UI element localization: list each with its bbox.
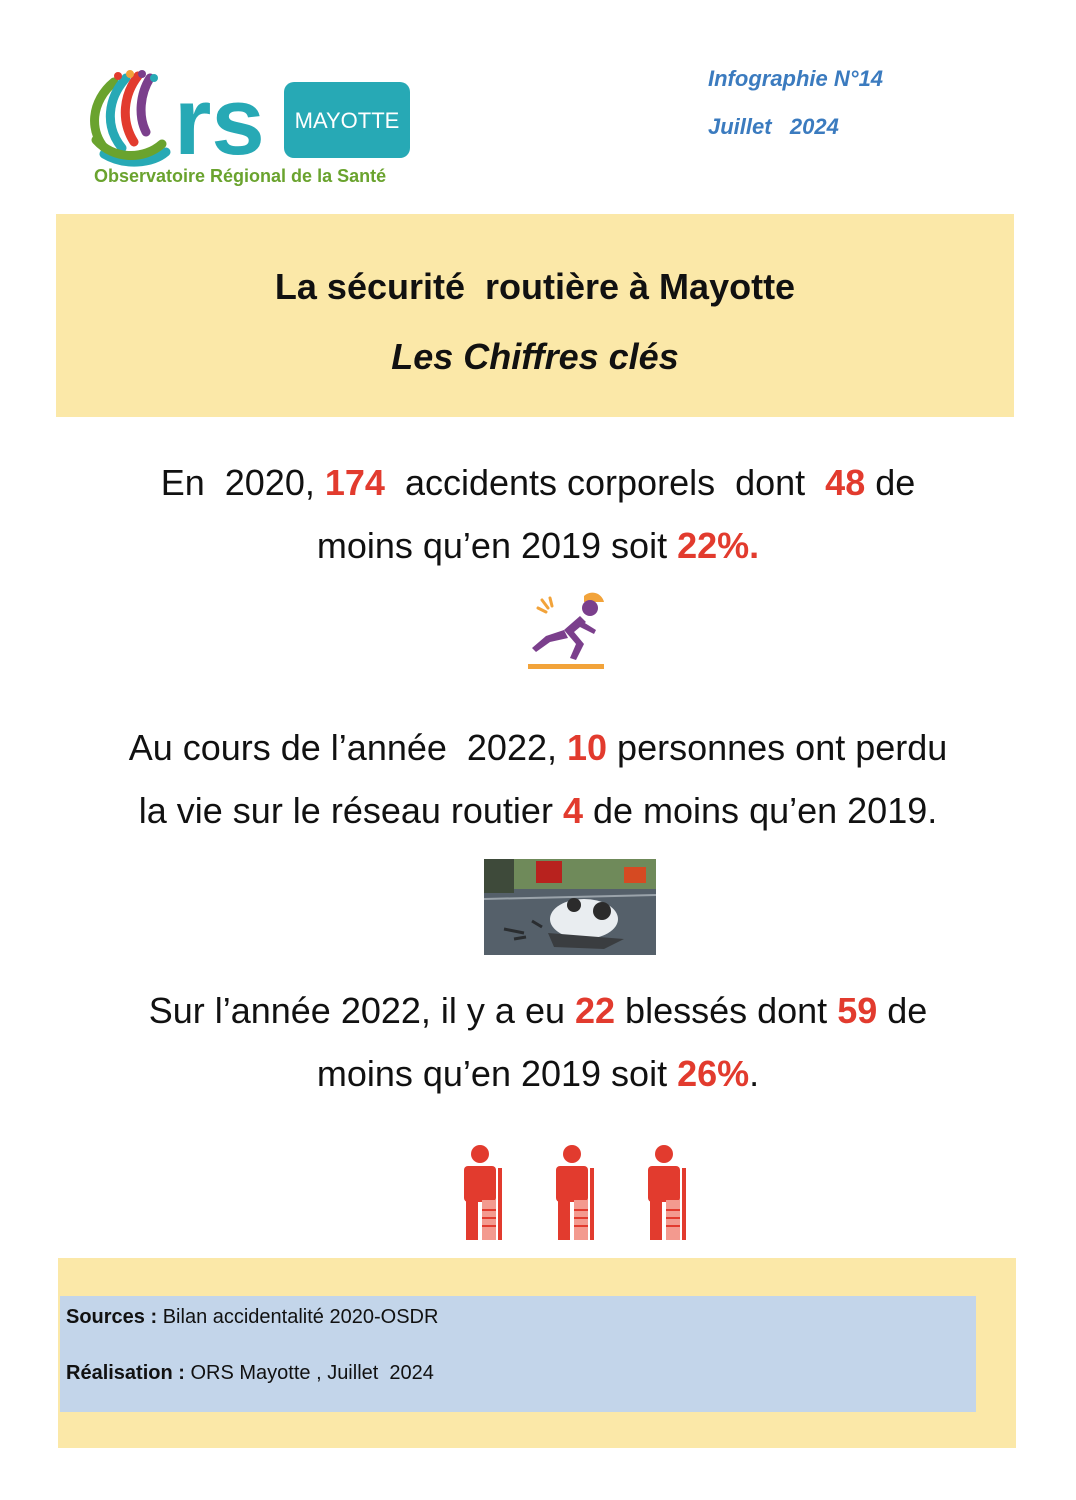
stat-text: de moins qu’en 2019 soit bbox=[316, 462, 916, 566]
stat-text: de moins qu’en 2019. bbox=[582, 790, 938, 831]
realisation-label: Réalisation : bbox=[66, 1362, 185, 1384]
stat-figure: 59 bbox=[837, 990, 878, 1031]
injured-icons bbox=[452, 1144, 692, 1244]
car-crash-photo bbox=[484, 859, 656, 955]
svg-text:rs: rs bbox=[174, 70, 265, 170]
stat-text: En 2020, bbox=[160, 462, 325, 503]
stat-figure: 4 bbox=[562, 790, 583, 831]
sources-line bbox=[66, 1306, 438, 1329]
stat-figure: 174 bbox=[324, 462, 385, 503]
logo-caption: Observatoire Régional de la Santé bbox=[94, 166, 387, 186]
footer-band bbox=[58, 1258, 1016, 1448]
injured-person-icon bbox=[464, 1145, 502, 1240]
sources-value: Bilan accidentalité 2020-OSDR bbox=[157, 1306, 439, 1328]
sources-label: Sources : bbox=[66, 1306, 158, 1328]
stat-figure: 26% bbox=[677, 1053, 750, 1094]
stat-text: de moins qu’en 2019 soit bbox=[316, 990, 928, 1094]
title-band bbox=[56, 214, 1014, 417]
realisation-value: ORS Mayotte , Juillet 2024 bbox=[184, 1362, 434, 1384]
issue-meta bbox=[708, 62, 883, 158]
stat-deaths bbox=[40, 716, 1036, 842]
page-title: La sécurité routière à Mayotte bbox=[274, 266, 796, 307]
stat-text: blessés dont bbox=[615, 990, 838, 1031]
page-subtitle: Les Chiffres clés bbox=[391, 336, 679, 377]
stat-injured bbox=[40, 979, 1036, 1105]
stat-text: personnes ont perdu la vie sur le réseau routier bbox=[138, 727, 948, 831]
stat-accidents bbox=[40, 451, 1036, 577]
stat-text: . bbox=[749, 1053, 760, 1094]
falling-person-icon bbox=[524, 590, 608, 674]
stat-figure: 22%. bbox=[677, 525, 760, 566]
injured-person-icon bbox=[648, 1145, 686, 1240]
issue-date: Juillet 2024 bbox=[708, 114, 839, 139]
stat-text: Au cours de l’année 2022, bbox=[128, 727, 567, 768]
realisation-line bbox=[66, 1362, 434, 1385]
stat-figure: 48 bbox=[825, 462, 866, 503]
issue-number: Infographie N°14 bbox=[708, 66, 884, 91]
credits-box bbox=[60, 1296, 976, 1412]
stat-figure: 22 bbox=[575, 990, 616, 1031]
stat-text: accidents corporels dont bbox=[384, 462, 826, 503]
stat-text: Sur l’année 2022, il y a eu bbox=[148, 990, 575, 1031]
svg-text:MAYOTTE: MAYOTTE bbox=[294, 108, 400, 133]
stat-figure: 10 bbox=[567, 727, 608, 768]
injured-person-icon bbox=[556, 1145, 594, 1240]
